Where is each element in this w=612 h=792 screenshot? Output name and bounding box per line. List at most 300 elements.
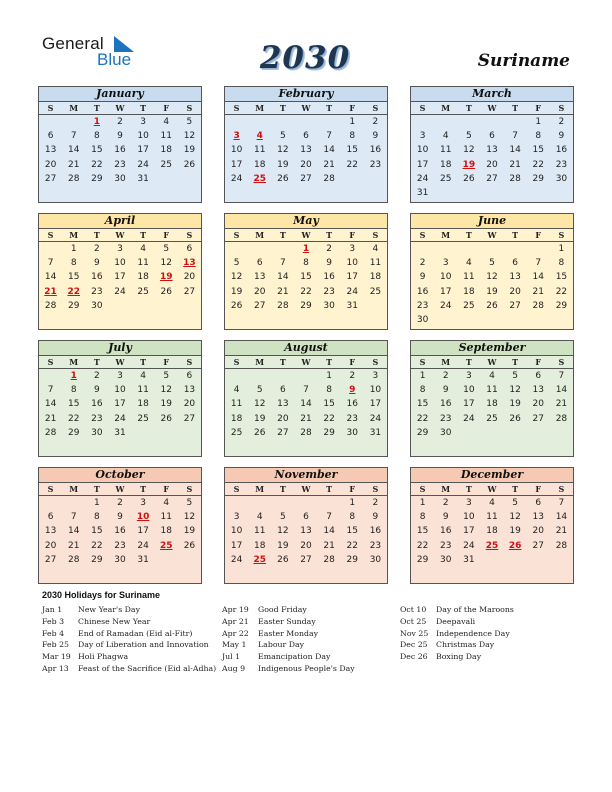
month-title: December bbox=[411, 468, 573, 483]
calendar-day: 23 bbox=[114, 159, 126, 170]
holiday-day: 9 bbox=[349, 385, 356, 396]
calendar-day: 22 bbox=[416, 413, 429, 424]
calendar-day: 27 bbox=[509, 300, 521, 311]
calendar-day: 19 bbox=[486, 286, 498, 297]
weekday-header: T bbox=[132, 103, 155, 115]
holiday-date: Mar 19 bbox=[42, 652, 71, 662]
calendar-day: 26 bbox=[486, 300, 498, 311]
calendar-day: 5 bbox=[186, 498, 193, 508]
calendar-day: 28 bbox=[44, 300, 57, 311]
calendar-day: 25 bbox=[486, 413, 498, 424]
calendar-day: 15 bbox=[67, 399, 80, 410]
calendar-day: 20 bbox=[253, 286, 266, 297]
calendar-day: 28 bbox=[67, 554, 80, 565]
calendar-day: 22 bbox=[91, 540, 103, 551]
holiday-item bbox=[222, 628, 355, 640]
holidays-column bbox=[400, 604, 514, 663]
holiday-item bbox=[400, 628, 514, 640]
calendar-day: 26 bbox=[463, 173, 475, 184]
calendar-day: 12 bbox=[463, 145, 475, 156]
calendar-day: 27 bbox=[300, 554, 312, 565]
weekday-header: F bbox=[527, 230, 550, 242]
calendar-day: 8 bbox=[558, 258, 565, 269]
calendar-day: 1 bbox=[535, 117, 542, 127]
calendar-day: 2 bbox=[349, 371, 356, 381]
calendar-day: 25 bbox=[369, 286, 382, 297]
empty-day bbox=[294, 369, 317, 383]
month-january bbox=[38, 86, 202, 203]
holiday-day: 26 bbox=[508, 540, 522, 551]
calendar-day: 4 bbox=[140, 244, 146, 254]
calendar-day: 17 bbox=[463, 399, 475, 410]
weekday-header: F bbox=[527, 103, 550, 115]
weekday-header: S bbox=[550, 357, 573, 369]
calendar-day: 2 bbox=[419, 258, 426, 269]
calendar-day: 15 bbox=[323, 399, 335, 410]
calendar-day: 23 bbox=[555, 159, 568, 170]
calendar-day: 24 bbox=[346, 286, 358, 297]
calendar-day: 23 bbox=[91, 286, 103, 297]
calendar-day: 8 bbox=[419, 385, 426, 396]
calendar-day: 13 bbox=[509, 272, 521, 283]
calendar-day: 17 bbox=[369, 399, 382, 410]
weekday-header: F bbox=[341, 230, 364, 242]
month-grid bbox=[39, 483, 201, 567]
weekday-header: W bbox=[480, 230, 503, 242]
calendar-day: 3 bbox=[419, 131, 426, 142]
calendar-day: 24 bbox=[114, 413, 126, 424]
calendar-day: 14 bbox=[44, 399, 57, 410]
weekday-header: S bbox=[364, 230, 387, 242]
calendar-day: 6 bbox=[279, 385, 286, 396]
calendar-day: 14 bbox=[300, 399, 312, 410]
weekday-header: S bbox=[225, 103, 248, 115]
calendar-day: 25 bbox=[463, 300, 475, 311]
calendar-day: 31 bbox=[346, 300, 358, 311]
calendar-day: 15 bbox=[91, 145, 103, 156]
weekday-header: M bbox=[62, 103, 85, 115]
calendar-day: 19 bbox=[509, 399, 521, 410]
weekday-header: T bbox=[85, 357, 108, 369]
calendar-day: 26 bbox=[183, 540, 196, 551]
empty-day bbox=[39, 242, 62, 256]
calendar-day: 24 bbox=[137, 540, 149, 551]
calendar-day: 11 bbox=[137, 258, 149, 269]
calendar-day: 30 bbox=[439, 554, 452, 565]
empty-day bbox=[480, 242, 503, 256]
weekday-header: S bbox=[178, 230, 201, 242]
holiday-name: Easter Sunday bbox=[258, 616, 316, 626]
calendar-day: 3 bbox=[117, 371, 123, 381]
calendar-day: 14 bbox=[67, 526, 80, 537]
calendar-day: 30 bbox=[555, 173, 568, 184]
holiday-day: 19 bbox=[160, 272, 173, 283]
calendar-day: 14 bbox=[532, 272, 544, 283]
month-february bbox=[224, 86, 388, 203]
calendar-day: 17 bbox=[230, 540, 243, 551]
calendar-day: 25 bbox=[137, 286, 149, 297]
calendar-day: 12 bbox=[160, 385, 172, 396]
weekday-header: S bbox=[411, 103, 434, 115]
calendar-day: 24 bbox=[114, 286, 126, 297]
weekday-header: F bbox=[155, 357, 178, 369]
calendar-day: 2 bbox=[372, 117, 379, 127]
weekday-header: M bbox=[62, 357, 85, 369]
month-april bbox=[38, 213, 202, 330]
holiday-date: Jul 1 bbox=[222, 652, 241, 662]
calendar-day: 26 bbox=[160, 413, 172, 424]
calendar-day: 18 bbox=[463, 286, 475, 297]
weekday-header: F bbox=[341, 484, 364, 496]
calendar-day: 13 bbox=[532, 385, 544, 396]
calendar-day: 5 bbox=[233, 258, 240, 269]
calendar-day: 18 bbox=[230, 413, 243, 424]
empty-day bbox=[318, 115, 341, 129]
weekday-header: T bbox=[504, 484, 527, 496]
calendar-day: 24 bbox=[463, 413, 475, 424]
calendar-day: 11 bbox=[137, 385, 149, 396]
calendar-day: 5 bbox=[186, 117, 193, 127]
calendar-day: 14 bbox=[44, 272, 57, 283]
calendar-day: 28 bbox=[323, 554, 335, 565]
calendar-day: 13 bbox=[183, 385, 196, 396]
calendar-day: 10 bbox=[230, 526, 243, 537]
calendar-day: 16 bbox=[114, 145, 126, 156]
calendar-day: 9 bbox=[326, 258, 332, 269]
month-october bbox=[38, 467, 202, 584]
calendar-day: 16 bbox=[114, 526, 126, 537]
calendar-day: 18 bbox=[369, 272, 382, 283]
empty-day bbox=[271, 369, 294, 383]
calendar-day: 31 bbox=[114, 427, 126, 438]
calendar-day: 18 bbox=[137, 272, 149, 283]
calendar-day: 25 bbox=[439, 173, 452, 184]
calendar-day: 3 bbox=[465, 371, 472, 381]
holiday-name: Emancipation Day bbox=[258, 652, 331, 662]
calendar-day: 11 bbox=[160, 131, 172, 142]
calendar-day: 8 bbox=[535, 131, 542, 142]
calendar-day: 21 bbox=[44, 413, 57, 424]
calendar-day: 21 bbox=[323, 540, 335, 551]
calendar-day: 26 bbox=[509, 413, 521, 424]
calendar-day: 4 bbox=[465, 258, 472, 269]
holiday-day: 19 bbox=[462, 159, 476, 170]
calendar-day: 25 bbox=[160, 159, 172, 170]
calendar-day: 18 bbox=[486, 526, 498, 537]
calendar-day: 27 bbox=[44, 554, 57, 565]
weekday-header: S bbox=[550, 230, 573, 242]
weekday-header: F bbox=[155, 103, 178, 115]
calendar-day: 30 bbox=[91, 300, 103, 311]
calendar-day: 4 bbox=[489, 498, 495, 508]
empty-day bbox=[225, 115, 248, 129]
weekday-header: T bbox=[132, 357, 155, 369]
calendar-day: 22 bbox=[416, 540, 429, 551]
calendar-day: 16 bbox=[369, 526, 382, 537]
calendar-day: 11 bbox=[160, 512, 172, 523]
calendar-day: 8 bbox=[93, 512, 100, 523]
empty-day bbox=[39, 115, 62, 129]
month-july bbox=[38, 340, 202, 457]
calendar-day: 30 bbox=[439, 427, 452, 438]
calendar-day: 14 bbox=[67, 145, 80, 156]
calendar-day: 15 bbox=[67, 272, 80, 283]
empty-day bbox=[434, 115, 457, 129]
month-title: August bbox=[225, 341, 387, 356]
calendar-day: 16 bbox=[555, 145, 568, 156]
calendar-day: 20 bbox=[44, 540, 57, 551]
empty-day bbox=[527, 242, 550, 256]
calendar-day: 14 bbox=[555, 512, 568, 523]
calendar-day: 1 bbox=[558, 244, 565, 254]
empty-day bbox=[434, 242, 457, 256]
calendar-day: 10 bbox=[439, 272, 452, 283]
holiday-name: Good Friday bbox=[258, 605, 307, 614]
holiday-day: 3 bbox=[233, 131, 240, 142]
calendar-day: 29 bbox=[91, 173, 103, 184]
calendar-day: 12 bbox=[230, 272, 243, 283]
holiday-item bbox=[42, 651, 216, 663]
weekday-header: M bbox=[434, 357, 457, 369]
calendar-day: 21 bbox=[277, 286, 289, 297]
weekday-header: S bbox=[411, 484, 434, 496]
calendar-day: 10 bbox=[346, 258, 358, 269]
calendar-day: 15 bbox=[532, 145, 544, 156]
weekday-header: T bbox=[457, 103, 480, 115]
weekday-header: S bbox=[411, 230, 434, 242]
holiday-name: Labour Day bbox=[258, 640, 305, 650]
holiday-name: New Year's Day bbox=[78, 605, 140, 614]
calendar-day: 18 bbox=[160, 145, 172, 156]
calendar-day: 18 bbox=[253, 159, 266, 170]
month-march bbox=[410, 86, 574, 203]
calendar-day: 16 bbox=[91, 399, 103, 410]
calendar-day: 4 bbox=[233, 385, 240, 396]
calendar-day: 20 bbox=[44, 159, 57, 170]
calendar-day: 22 bbox=[300, 286, 312, 297]
calendar-day: 23 bbox=[323, 286, 335, 297]
weekday-header: S bbox=[225, 357, 248, 369]
calendar-day: 15 bbox=[300, 272, 312, 283]
month-title: February bbox=[225, 87, 387, 102]
holidays-title: 2030 Holidays for Suriname bbox=[42, 590, 161, 600]
empty-day bbox=[318, 496, 341, 510]
weekday-header: F bbox=[155, 484, 178, 496]
calendar-day: 10 bbox=[114, 385, 126, 396]
holiday-item bbox=[42, 639, 216, 651]
calendar-day: 6 bbox=[303, 131, 309, 142]
weekday-header: M bbox=[248, 103, 271, 115]
calendar-day: 7 bbox=[279, 258, 286, 269]
weekday-header: S bbox=[550, 484, 573, 496]
calendar-day: 30 bbox=[114, 554, 126, 565]
weekday-header: F bbox=[155, 230, 178, 242]
holiday-name: Deepavali bbox=[436, 616, 476, 626]
weekday-header: T bbox=[85, 103, 108, 115]
logo-general-text: General bbox=[42, 34, 104, 53]
empty-day bbox=[271, 242, 294, 256]
weekday-header: W bbox=[108, 357, 131, 369]
weekday-header: T bbox=[318, 484, 341, 496]
calendar-day: 19 bbox=[253, 413, 266, 424]
calendar-day: 1 bbox=[349, 117, 356, 127]
weekday-header: T bbox=[85, 484, 108, 496]
calendar-day: 7 bbox=[535, 258, 542, 269]
weekday-header: W bbox=[108, 484, 131, 496]
calendar-day: 4 bbox=[163, 498, 170, 508]
empty-day bbox=[248, 369, 271, 383]
empty-day bbox=[294, 496, 317, 510]
empty-day bbox=[248, 115, 271, 129]
calendar-day: 23 bbox=[346, 413, 358, 424]
calendar-day: 5 bbox=[279, 131, 286, 142]
month-august bbox=[224, 340, 388, 457]
calendar-day: 29 bbox=[416, 427, 429, 438]
calendar-day: 27 bbox=[253, 300, 266, 311]
weekday-header: S bbox=[39, 103, 62, 115]
calendar-day: 21 bbox=[555, 399, 568, 410]
weekday-header: S bbox=[39, 357, 62, 369]
calendar-day: 3 bbox=[349, 244, 356, 254]
calendar-day: 27 bbox=[183, 413, 196, 424]
weekday-header: T bbox=[85, 230, 108, 242]
calendar-day: 30 bbox=[416, 314, 429, 325]
calendar-day: 9 bbox=[117, 512, 123, 523]
calendar-day: 2 bbox=[117, 117, 123, 127]
weekday-header: T bbox=[457, 484, 480, 496]
weekday-header: T bbox=[457, 357, 480, 369]
holiday-day: 25 bbox=[160, 540, 173, 551]
calendar-day: 30 bbox=[323, 300, 335, 311]
calendar-day: 20 bbox=[183, 399, 196, 410]
calendar-day: 17 bbox=[137, 145, 149, 156]
holiday-day: 13 bbox=[183, 258, 196, 269]
calendar-day: 24 bbox=[439, 300, 452, 311]
calendar-day: 14 bbox=[509, 145, 521, 156]
holiday-date: Feb 4 bbox=[42, 628, 65, 638]
empty-day bbox=[225, 496, 248, 510]
calendar-day: 23 bbox=[369, 159, 382, 170]
calendar-day: 16 bbox=[346, 399, 358, 410]
holiday-name: Feast of the Sacrifice (Eid al-Adha) bbox=[78, 663, 217, 673]
calendar-day: 10 bbox=[463, 512, 475, 523]
holiday-day: 25 bbox=[253, 554, 266, 565]
calendar-day: 19 bbox=[230, 286, 243, 297]
calendar-day: 17 bbox=[439, 286, 452, 297]
calendar-day: 13 bbox=[300, 145, 312, 156]
calendar-day: 27 bbox=[44, 173, 57, 184]
empty-day bbox=[225, 369, 248, 383]
holiday-name: Easter Monday bbox=[258, 628, 319, 638]
weekday-header: W bbox=[294, 103, 317, 115]
month-grid bbox=[39, 102, 201, 186]
weekday-header: T bbox=[132, 230, 155, 242]
empty-day bbox=[457, 242, 480, 256]
holiday-item bbox=[400, 604, 514, 616]
calendar-day: 1 bbox=[419, 371, 426, 381]
calendar-day: 3 bbox=[140, 117, 146, 127]
weekday-header: S bbox=[364, 484, 387, 496]
calendar-day: 3 bbox=[117, 244, 123, 254]
holiday-day: 21 bbox=[44, 286, 57, 297]
month-grid bbox=[225, 356, 387, 440]
weekday-header: T bbox=[271, 484, 294, 496]
weekday-header: T bbox=[271, 230, 294, 242]
holiday-date: Apr 22 bbox=[222, 628, 249, 638]
calendar-day: 19 bbox=[183, 526, 196, 537]
weekday-header: S bbox=[178, 103, 201, 115]
calendar-day: 20 bbox=[300, 159, 312, 170]
weekday-header: S bbox=[364, 103, 387, 115]
calendar-day: 22 bbox=[346, 540, 358, 551]
holiday-date: Apr 21 bbox=[222, 616, 249, 626]
calendar-day: 29 bbox=[323, 427, 335, 438]
calendar-day: 28 bbox=[323, 173, 335, 184]
calendar-day: 2 bbox=[442, 371, 449, 381]
calendar-day: 18 bbox=[137, 399, 149, 410]
calendar-day: 16 bbox=[323, 272, 335, 283]
empty-day bbox=[248, 496, 271, 510]
calendar-day: 6 bbox=[512, 258, 518, 269]
calendar-day: 8 bbox=[303, 258, 309, 269]
calendar-day: 7 bbox=[47, 258, 54, 269]
weekday-header: W bbox=[294, 357, 317, 369]
weekday-header: T bbox=[271, 103, 294, 115]
calendar-day: 2 bbox=[93, 244, 100, 254]
calendar-day: 1 bbox=[70, 244, 77, 254]
calendar-day: 16 bbox=[416, 286, 429, 297]
calendar-day: 10 bbox=[114, 258, 126, 269]
month-september bbox=[410, 340, 574, 457]
holidays-column bbox=[42, 604, 216, 675]
holiday-item bbox=[222, 651, 355, 663]
month-title: March bbox=[411, 87, 573, 102]
calendar-day: 20 bbox=[486, 159, 498, 170]
calendar-day: 11 bbox=[463, 272, 475, 283]
calendar-day: 17 bbox=[416, 159, 429, 170]
weekday-header: M bbox=[434, 230, 457, 242]
calendar-day: 23 bbox=[91, 413, 103, 424]
month-grid bbox=[39, 229, 201, 313]
calendar-day: 17 bbox=[114, 272, 126, 283]
calendar-day: 24 bbox=[416, 173, 429, 184]
calendar-day: 6 bbox=[47, 131, 54, 142]
year-title: 2030 bbox=[259, 40, 351, 76]
weekday-header: T bbox=[504, 357, 527, 369]
calendar-day: 28 bbox=[300, 427, 312, 438]
calendar-day: 9 bbox=[93, 258, 100, 269]
calendar-day: 7 bbox=[47, 385, 54, 396]
calendar-day: 20 bbox=[532, 526, 544, 537]
calendar-day: 14 bbox=[555, 385, 568, 396]
holiday-name: End of Ramadan (Eid al-Fitr) bbox=[78, 628, 193, 638]
calendar-day: 2 bbox=[558, 117, 565, 127]
calendar-day: 9 bbox=[419, 272, 426, 283]
weekday-header: W bbox=[108, 230, 131, 242]
weekday-header: M bbox=[248, 484, 271, 496]
calendar-day: 13 bbox=[300, 526, 312, 537]
holiday-date: Oct 10 bbox=[400, 605, 427, 614]
calendar-day: 12 bbox=[183, 512, 196, 523]
weekday-header: T bbox=[271, 357, 294, 369]
holiday-date: Feb 25 bbox=[42, 640, 69, 650]
empty-day bbox=[411, 242, 434, 256]
calendar-day: 28 bbox=[555, 413, 568, 424]
holiday-date: May 1 bbox=[222, 640, 247, 650]
calendar-day: 17 bbox=[346, 272, 358, 283]
calendar-day: 9 bbox=[442, 385, 449, 396]
holiday-name: Day of Liberation and Innovation bbox=[78, 640, 209, 650]
